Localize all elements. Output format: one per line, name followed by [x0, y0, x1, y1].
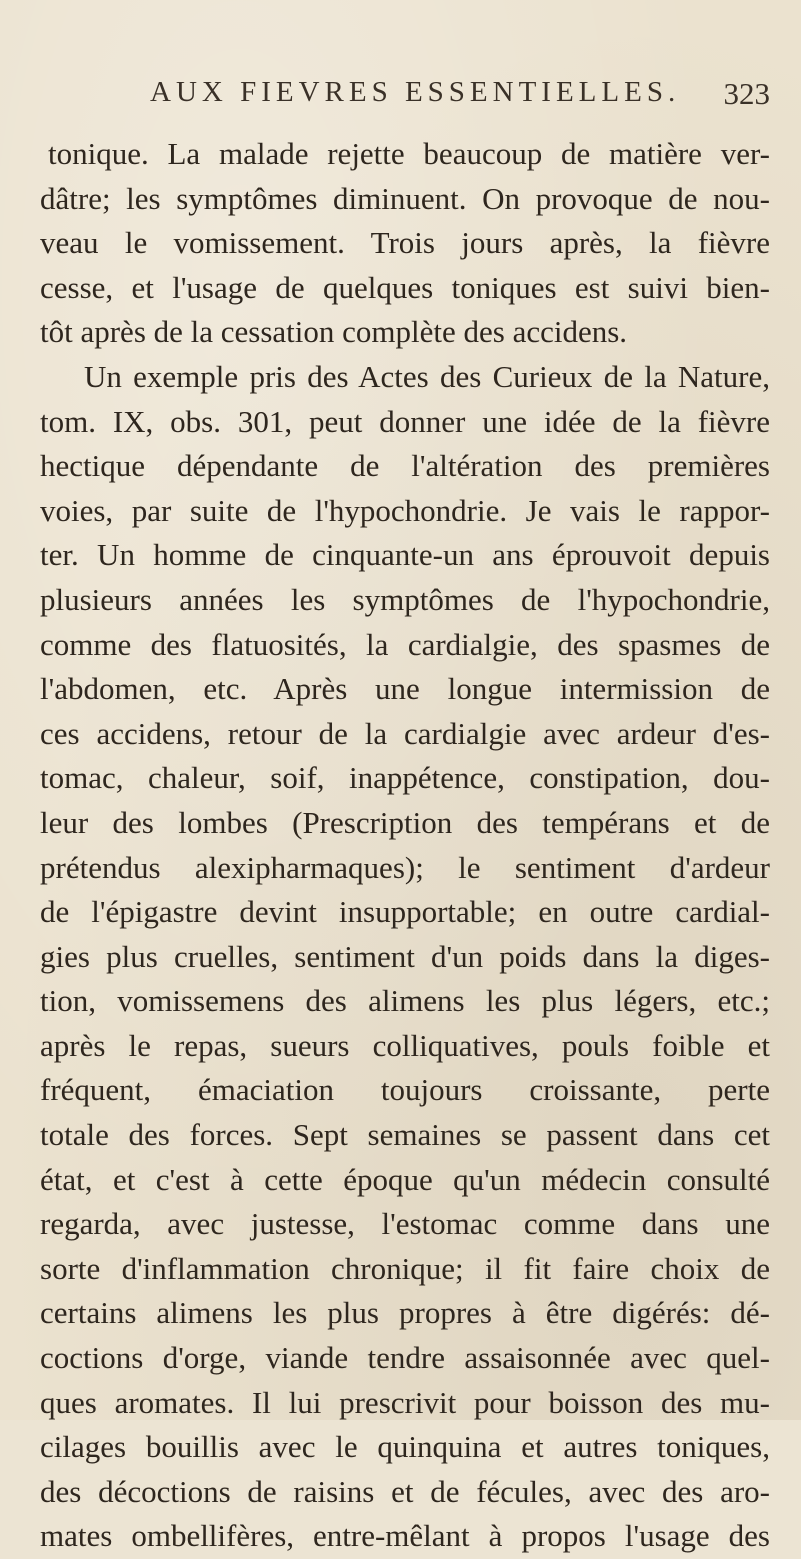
text-line: mates ombellifères, entre-mêlant à propos l'usage des [40, 1518, 770, 1554]
text-line: coctions d'orge, viande tendre assaisonnée avec quel- [40, 1340, 770, 1376]
text-line: Un exemple pris des Actes des Curieux de la Nature, [84, 358, 770, 394]
text-line: leur des lombes (Prescription des tempérans et de [40, 804, 770, 840]
text-line: tôt après de la cessation complète des accidens. [40, 314, 628, 350]
text-line: tom. IX, obs. 301, peut donner une idée de la fièvre [40, 403, 770, 439]
text-line: veau le vomissement. Trois jours après, la fièvre [40, 225, 770, 261]
text-line: certains alimens les plus propres à être digérés: dé- [40, 1295, 770, 1331]
text-line: après le repas, sueurs colliquatives, pouls foible et [40, 1027, 770, 1063]
text-line: prétendus alexipharmaques); le sentiment d'ardeur [40, 849, 770, 885]
text-line: fréquent, émaciation toujours croissante, perte [40, 1072, 770, 1108]
text-line: tonique. La malade rejette beaucoup de matière ver- [48, 136, 770, 171]
text-line: comme des flatuosités, la cardialgie, des spasmes de [40, 626, 770, 662]
text-line: ces accidens, retour de la cardialgie avec ardeur d'es- [40, 715, 770, 751]
text-line: cilages bouillis avec le quinquina et autres toniques, [40, 1429, 770, 1465]
text-line: hectique dépendante de l'altération des premières [40, 448, 770, 484]
running-title: AUX FIEVRES ESSENTIELLES. [150, 76, 681, 108]
text-line: totale des forces. Sept semaines se passent dans cet [40, 1117, 770, 1153]
text-line: tion, vomissemens des alimens les plus légers, etc.; [40, 983, 770, 1019]
text-line: tomac, chaleur, soif, inappétence, constipation, dou- [40, 760, 770, 796]
text-line: dâtre; les symptômes diminuent. On provoque de nou- [40, 180, 770, 216]
text-line: regarda, avec justesse, l'estomac comme dans une [40, 1206, 770, 1242]
text-line: gies plus cruelles, sentiment d'un poids dans la diges- [40, 938, 770, 974]
text-line: ques aromates. Il lui prescrivit pour boisson des mu- [40, 1384, 770, 1420]
page-number: 323 [723, 76, 770, 111]
text-line: l'abdomen, etc. Après une longue intermission de [40, 671, 770, 707]
text-line: sorte d'inflammation chronique; il fit faire choix de [40, 1250, 770, 1286]
text-line: ter. Un homme de cinquante-un ans éprouvoit depuis [40, 537, 770, 573]
text-line: plusieurs années les symptômes de l'hypochondrie, [40, 581, 770, 617]
body-text [40, 132, 770, 1559]
text-line: état, et c'est à cette époque qu'un médecin consulté [40, 1161, 770, 1197]
page-header [150, 76, 770, 120]
text-line: des décoctions de raisins et de fécules, avec des aro- [40, 1473, 770, 1509]
text-line: cesse, et l'usage de quelques toniques est suivi bien- [40, 269, 770, 305]
text-line: de l'épigastre devint insupportable; en outre cardial- [40, 894, 770, 930]
text-line: voies, par suite de l'hypochondrie. Je vais le rappor- [40, 492, 770, 528]
